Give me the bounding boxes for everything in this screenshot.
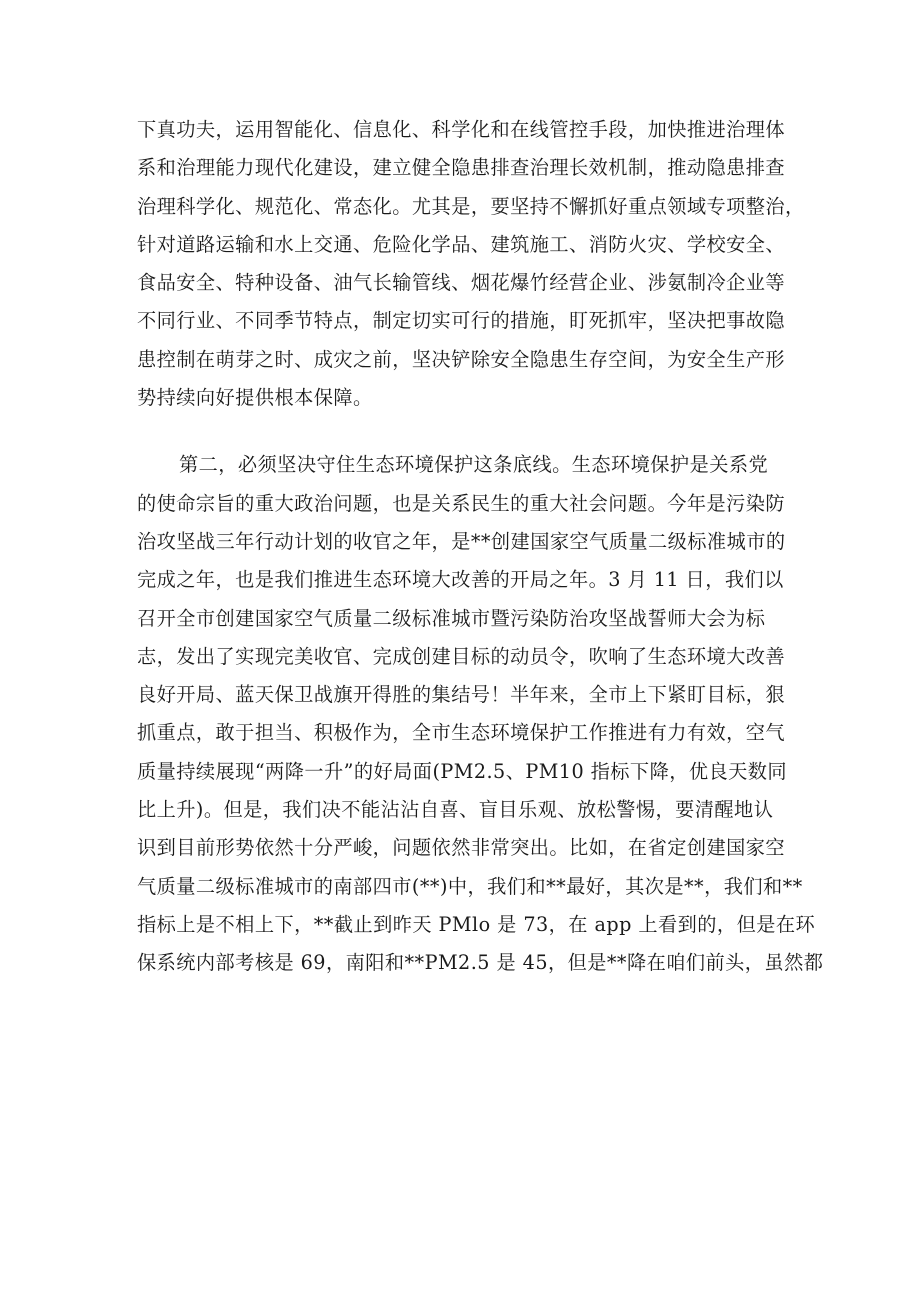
- text-line: 治攻坚战三年行动计划的收官之年，是**创建国家空气质量二级标准城市的: [137, 529, 786, 553]
- text-line: 治理科学化、规范化、常态化。尤其是，要坚持不懈抓好重点领域专项整治，: [137, 194, 805, 218]
- text-line: 完成之年，也是我们推进生态环境大改善的开局之年。3 月 11 日，我们以: [137, 568, 784, 592]
- text-line: 系和治理能力现代化建设，建立健全隐患排查治理长效机制，推动隐患排查: [137, 156, 786, 180]
- text-line: 不同行业、不同季节特点，制定切实可行的措施，盯死抓牢，坚决把事故隐: [137, 309, 786, 333]
- text-line: 抓重点，敢于担当、积极作为，全市生态环境保护工作推进有力有效，空气: [137, 721, 786, 745]
- text-line: 良好开局、蓝天保卫战旗开得胜的集结号！半年来，全市上下紧盯目标，狠: [137, 683, 786, 707]
- text-line: 患控制在萌芽之时、成灾之前，坚决铲除安全隐患生存空间，为安全生产形: [137, 347, 786, 371]
- text-line: 比上升)。但是，我们决不能沾沾自喜、盲目乐观、放松警惕，要清醒地认: [137, 798, 774, 822]
- text-line: 的使命宗旨的重大政治问题，也是关系民生的重大社会问题。今年是污染防: [137, 491, 786, 515]
- text-line: 针对道路运输和水上交通、危险化学品、建筑施工、消防火灾、学校安全、: [137, 232, 786, 256]
- text-line: 指标上是不相上下，**截止到昨天 PMlo 是 73，在 app 上看到的，但是在环: [137, 912, 816, 936]
- text-line: 保系统内部考核是 69，南阳和**PM2.5 是 45，但是**降在咱们前头，虽然都: [137, 951, 824, 975]
- text-line: 第二，必须坚决守住生态环境保护这条底线。生态环境保护是关系党: [179, 453, 769, 477]
- text-line: 下真功夫，运用智能化、信息化、科学化和在线管控手段，加快推进治理体: [137, 118, 786, 141]
- text-line: 召开全市创建国家空气质量二级标准城市暨污染防治攻坚战誓师大会为标: [137, 606, 766, 630]
- text-line: 势持续向好提供根本保障。: [137, 386, 373, 410]
- text-line: 气质量二级标准城市的南部四市(**)中，我们和**最好，其次是**，我们和**: [137, 874, 803, 898]
- text-line: 识到目前形势依然十分严峻，问题依然非常突出。比如，在省定创建国家空: [137, 836, 786, 860]
- paragraph-safety-production: [137, 111, 805, 417]
- text-line: 食品安全、特种设备、油气长输管线、烟花爆竹经营企业、涉氨制冷企业等: [137, 271, 786, 295]
- text-line: 志，发出了实现完美收官、完成创建目标的动员令，吹响了生态环境大改善: [137, 644, 786, 668]
- paragraph-ecological-protection: [137, 446, 824, 982]
- text-line: 质量持续展现“两降一升”的好局面(PM2.5、PM10 指标下降，优良天数同: [137, 759, 788, 783]
